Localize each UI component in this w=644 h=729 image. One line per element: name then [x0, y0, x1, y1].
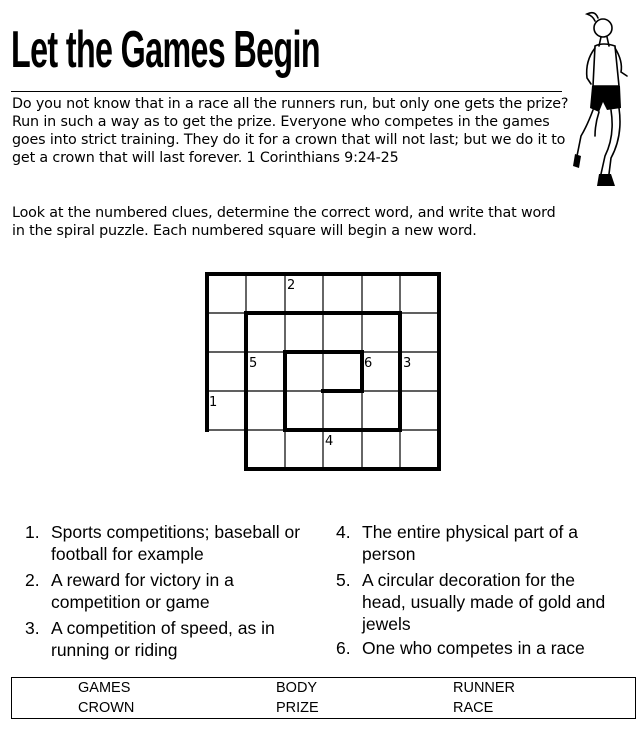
word-bank-item: BODY	[276, 680, 318, 696]
clue-number: 4.	[336, 522, 351, 542]
instructions: Look at the numbered clues, determine the correct word, and write that word in the spiral puzzle. Each numbered square will begin a new word.	[12, 205, 556, 239]
clue-text: A circular decoration for the head, usually made of gold and jewels	[362, 570, 606, 634]
clue-text: A reward for victory in a competition or game	[51, 570, 234, 612]
word-bank-item: GAMES	[78, 680, 131, 696]
cell-number-1: 1	[209, 395, 218, 410]
clue-text: The entire physical part of a person	[362, 522, 578, 564]
cell-number-4: 4	[325, 434, 334, 449]
cell-number-2: 2	[287, 278, 296, 293]
clue-number: 1.	[25, 522, 40, 542]
clue-text: Sports competitions; baseball or football for example	[51, 522, 301, 564]
runner-illustration	[565, 6, 637, 196]
clue-number: 5.	[336, 570, 351, 590]
clue-number: 6.	[336, 638, 351, 658]
spiral-puzzle-grid[interactable]	[205, 272, 443, 472]
scripture-verse: Do you not know that in a race all the runners run, but only one gets the prize? Run in such a way as to get the prize. Everyone who competes in the games goes into strict training. They do it for a crown that will not last; but we do it to get a crown that will last forever. 1 Corinthians 9:24-25	[12, 96, 569, 166]
title-divider	[11, 91, 562, 92]
cell-number-6: 6	[364, 356, 373, 371]
word-bank-item: PRIZE	[276, 700, 319, 716]
word-bank-item: RUNNER	[453, 680, 516, 696]
word-bank	[11, 677, 636, 719]
cell-number-5: 5	[249, 356, 258, 371]
word-bank-item: RACE	[453, 700, 494, 716]
cell-number-3: 3	[403, 356, 412, 371]
clue-text: A competition of speed, as in running or riding	[51, 618, 275, 660]
clue-number: 2.	[25, 570, 40, 590]
page-title: Let the Games Begin	[11, 21, 320, 79]
clue-text: One who competes in a race	[362, 638, 585, 658]
spiral-grid-lines	[205, 272, 443, 472]
word-bank-item: CROWN	[78, 700, 135, 716]
clue-number: 3.	[25, 618, 40, 638]
